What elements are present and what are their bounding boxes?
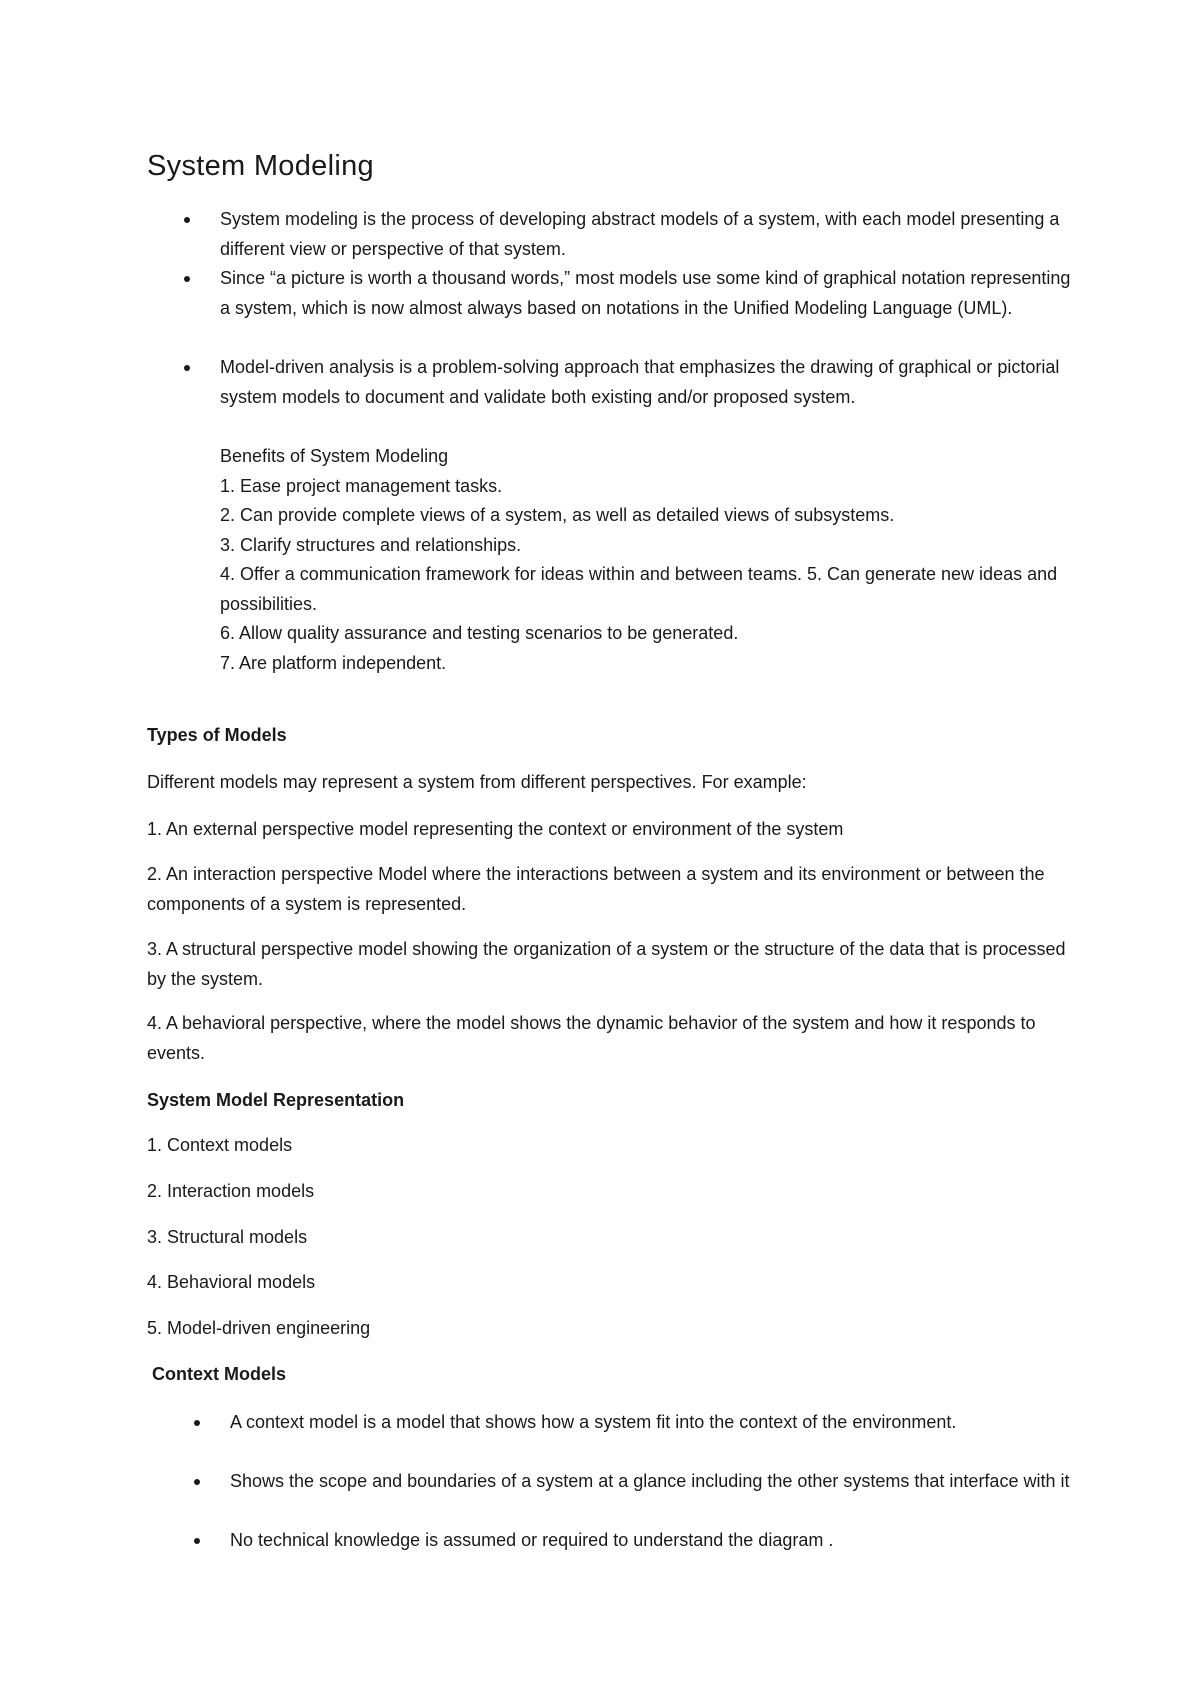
bullet-text: System modeling is the process of developing abstract models of a system, with each model presenting a different view or perspective of that system. [220, 209, 1060, 259]
bullet-item [0, 1526, 1200, 1556]
type-item: 1. An external perspective model representing the context or environment of the system [147, 819, 844, 839]
representation-heading: System Model Representation [147, 1090, 405, 1110]
benefit-item: 2. Can provide complete views of a system, as well as detailed views of subsystems. [220, 505, 895, 525]
benefits-section [220, 442, 1080, 678]
representation-item: 3. Structural models [147, 1227, 308, 1247]
bullet-text: No technical knowledge is assumed or required to understand the diagram . [230, 1530, 834, 1550]
benefit-item: 3. Clarify structures and relationships. [220, 534, 522, 555]
bullet-text: Since “a picture is worth a thousand words,” most models use some kind of graphical notation representing a system, which is now almost always based on notations in the Unified Modeling Language (UML). [220, 268, 1071, 318]
bullet-text: Shows the scope and boundaries of a system at a glance including the other systems that interface with it [230, 1471, 1070, 1491]
types-intro: Different models may represent a system from different perspectives. For example: [147, 772, 807, 792]
bullet-text: A context model is a model that shows how a system fit into the context of the environment. [230, 1412, 957, 1432]
bullet-text: Model-driven analysis is a problem-solving approach that emphasizes the drawing of graphical or pictorial system models to document and validate both existing and/or proposed system. [220, 357, 1060, 407]
bullet-item [0, 1467, 1200, 1526]
benefit-item: 6. Allow quality assurance and testing scenarios to be generated. [220, 623, 739, 643]
bullet-icon [194, 1420, 200, 1426]
types-heading: Types of Models [147, 725, 287, 745]
benefit-item: 1. Ease project management tasks. [220, 475, 503, 496]
benefits-heading: Benefits of System Modeling [220, 446, 449, 466]
bullet-item [0, 353, 1200, 442]
bullet-icon [184, 217, 190, 223]
context-bullet-list [0, 1408, 1200, 1556]
benefit-item: 7. Are platform independent. [220, 652, 447, 673]
representation-item: 1. Context models [147, 1135, 293, 1155]
bullet-icon [184, 276, 190, 282]
bullet-icon [194, 1538, 200, 1544]
benefit-item: 4. Offer a communication framework for ideas within and between teams. 5. Can generate new ideas and possibilities. [220, 564, 1058, 614]
page-title: System Modeling [147, 150, 374, 182]
representation-item: 2. Interaction models [147, 1181, 315, 1201]
bullet-item [0, 205, 1200, 264]
bullet-icon [184, 365, 190, 371]
bullet-icon [194, 1479, 200, 1485]
context-heading: Context Models [147, 1364, 287, 1384]
type-item: 3. A structural perspective model showing the organization of a system or the structure of the data that is processed by the system. [147, 939, 1066, 989]
intro-bullet-list [0, 205, 1200, 442]
representation-item: 4. Behavioral models [147, 1272, 316, 1292]
type-item: 4. A behavioral perspective, where the model shows the dynamic behavior of the system and how it responds to events. [147, 1013, 1036, 1063]
bullet-item [0, 264, 1200, 353]
bullet-item [0, 1408, 1200, 1467]
representation-item: 5. Model-driven engineering [147, 1318, 371, 1338]
type-item: 2. An interaction perspective Model where the interactions between a system and its environment or between the components of a system is represented. [147, 864, 1045, 914]
